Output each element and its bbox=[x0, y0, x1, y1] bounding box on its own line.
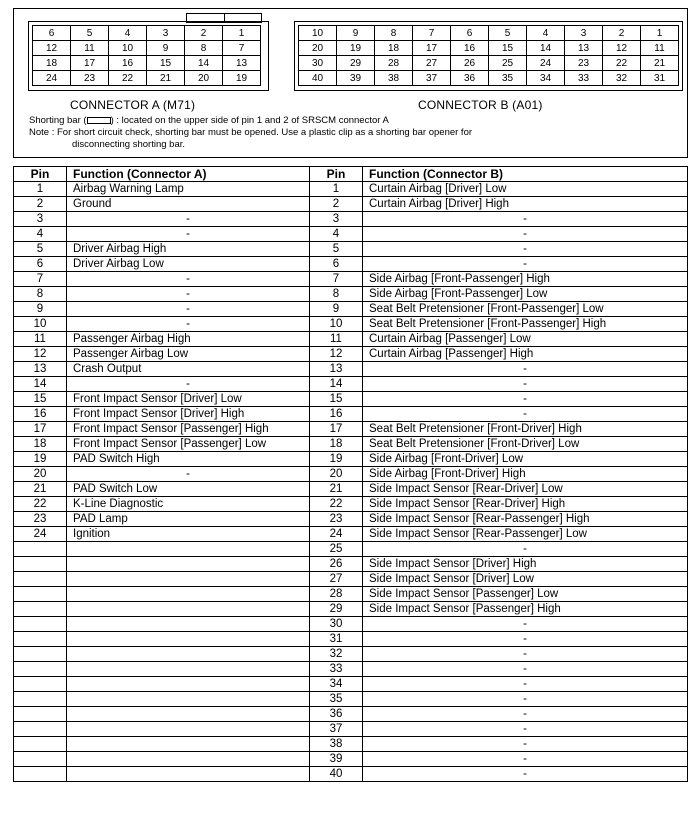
pin-b-cell: 37 bbox=[310, 722, 363, 737]
function-a-cell: Crash Output bbox=[67, 362, 310, 377]
table-row bbox=[14, 767, 688, 782]
connector-a-pin-cell: 18 bbox=[33, 56, 71, 71]
function-a-cell bbox=[67, 662, 310, 677]
function-b-cell: - bbox=[363, 392, 688, 407]
table-row bbox=[14, 272, 688, 287]
pin-b-cell: 36 bbox=[310, 707, 363, 722]
function-a-cell bbox=[67, 647, 310, 662]
connector-a-pin-cell: 6 bbox=[33, 26, 71, 41]
function-b-cell: Side Impact Sensor [Rear-Passenger] High bbox=[363, 512, 688, 527]
connector-b-pin-cell: 29 bbox=[337, 56, 375, 71]
pin-a-cell: 10 bbox=[14, 317, 67, 332]
connector-b-grid bbox=[298, 25, 679, 86]
pin-b-cell: 2 bbox=[310, 197, 363, 212]
connector-a-pin-cell: 12 bbox=[33, 41, 71, 56]
function-a-cell: Passenger Airbag Low bbox=[67, 347, 310, 362]
table-row bbox=[14, 302, 688, 317]
pin-b-cell: 39 bbox=[310, 752, 363, 767]
pin-a-cell: 21 bbox=[14, 482, 67, 497]
pin-a-cell: 19 bbox=[14, 452, 67, 467]
function-b-cell: Side Impact Sensor [Passenger] High bbox=[363, 602, 688, 617]
table-header-row bbox=[14, 167, 688, 182]
pin-function-table bbox=[13, 166, 688, 782]
connector-b-pin-cell: 4 bbox=[527, 26, 565, 41]
note-line-1: Note : For short circuit check, shorting bar must be opened. Use a plastic clip as a shorting bar opener for bbox=[29, 127, 473, 138]
function-b-cell: - bbox=[363, 227, 688, 242]
pin-a-cell: 22 bbox=[14, 497, 67, 512]
connector-b-pin-cell: 11 bbox=[641, 41, 679, 56]
function-a-cell bbox=[67, 722, 310, 737]
pin-b-cell: 7 bbox=[310, 272, 363, 287]
connector-b-pin-cell: 39 bbox=[337, 71, 375, 86]
table-row bbox=[14, 632, 688, 647]
pin-b-cell: 5 bbox=[310, 242, 363, 257]
connector-b-row bbox=[299, 26, 679, 41]
connector-a-pin-cell: 23 bbox=[71, 71, 109, 86]
pin-a-cell bbox=[14, 632, 67, 647]
table-row bbox=[14, 677, 688, 692]
connector-b-pin-cell: 20 bbox=[299, 41, 337, 56]
table-row bbox=[14, 197, 688, 212]
function-b-cell: Seat Belt Pretensioner [Front-Driver] High bbox=[363, 422, 688, 437]
pin-a-cell bbox=[14, 752, 67, 767]
connector-a-pin-cell: 3 bbox=[147, 26, 185, 41]
function-a-cell: - bbox=[67, 272, 310, 287]
connector-a-pin-cell: 10 bbox=[109, 41, 147, 56]
function-a-cell: Front Impact Sensor [Passenger] High bbox=[67, 422, 310, 437]
connector-a-row bbox=[33, 41, 261, 56]
table-row bbox=[14, 737, 688, 752]
table-row bbox=[14, 527, 688, 542]
connector-b-pin-cell: 35 bbox=[489, 71, 527, 86]
function-a-cell bbox=[67, 677, 310, 692]
table-row bbox=[14, 467, 688, 482]
connector-b-pin-cell: 9 bbox=[337, 26, 375, 41]
connector-b-row bbox=[299, 41, 679, 56]
function-a-cell bbox=[67, 587, 310, 602]
connector-b-pin-cell: 32 bbox=[603, 71, 641, 86]
pin-b-cell: 25 bbox=[310, 542, 363, 557]
connector-b-pin-cell: 15 bbox=[489, 41, 527, 56]
pin-a-cell bbox=[14, 587, 67, 602]
pin-b-cell: 17 bbox=[310, 422, 363, 437]
pin-a-cell bbox=[14, 722, 67, 737]
function-a-cell: - bbox=[67, 287, 310, 302]
connector-b-pin-cell: 24 bbox=[527, 56, 565, 71]
pin-a-cell bbox=[14, 602, 67, 617]
connector-b-pin-cell: 30 bbox=[299, 56, 337, 71]
function-a-cell: - bbox=[67, 317, 310, 332]
function-b-cell: Seat Belt Pretensioner [Front-Passenger] Low bbox=[363, 302, 688, 317]
pin-b-cell: 33 bbox=[310, 662, 363, 677]
table-row bbox=[14, 572, 688, 587]
table-row bbox=[14, 422, 688, 437]
pin-b-cell: 23 bbox=[310, 512, 363, 527]
pin-a-cell: 2 bbox=[14, 197, 67, 212]
function-a-cell: PAD Lamp bbox=[67, 512, 310, 527]
pin-b-cell: 32 bbox=[310, 647, 363, 662]
pin-a-cell bbox=[14, 677, 67, 692]
pin-b-cell: 3 bbox=[310, 212, 363, 227]
function-a-cell bbox=[67, 572, 310, 587]
connector-b-pin-cell: 28 bbox=[375, 56, 413, 71]
pin-a-cell: 17 bbox=[14, 422, 67, 437]
connector-a-pin-cell: 8 bbox=[185, 41, 223, 56]
pin-a-cell bbox=[14, 647, 67, 662]
function-a-cell: Driver Airbag High bbox=[67, 242, 310, 257]
pin-a-cell: 4 bbox=[14, 227, 67, 242]
pin-a-cell: 18 bbox=[14, 437, 67, 452]
function-b-cell: - bbox=[363, 767, 688, 782]
function-a-cell bbox=[67, 692, 310, 707]
connector-b-pin-cell: 14 bbox=[527, 41, 565, 56]
function-b-cell: - bbox=[363, 212, 688, 227]
shorting-bar-note: Shorting bar ( ) : located on the upper side of pin 1 and 2 of SRSCM connector A bbox=[29, 115, 389, 126]
connector-b-pin-cell: 2 bbox=[603, 26, 641, 41]
pin-a-cell bbox=[14, 707, 67, 722]
function-a-cell: - bbox=[67, 467, 310, 482]
function-b-cell: - bbox=[363, 242, 688, 257]
connector-a-pin-cell: 5 bbox=[71, 26, 109, 41]
table-row bbox=[14, 617, 688, 632]
connector-b-pin-cell: 33 bbox=[565, 71, 603, 86]
connector-b-pin-cell: 16 bbox=[451, 41, 489, 56]
pin-a-cell: 23 bbox=[14, 512, 67, 527]
connector-a-pin-cell: 13 bbox=[223, 56, 261, 71]
function-a-cell bbox=[67, 557, 310, 572]
pin-b-cell: 15 bbox=[310, 392, 363, 407]
pin-b-cell: 10 bbox=[310, 317, 363, 332]
connector-b-pin-cell: 18 bbox=[375, 41, 413, 56]
pin-b-cell: 28 bbox=[310, 587, 363, 602]
note-line-2: disconnecting shorting bar. bbox=[72, 139, 186, 150]
function-a-cell: Front Impact Sensor [Passenger] Low bbox=[67, 437, 310, 452]
function-a-cell: - bbox=[67, 227, 310, 242]
pin-b-cell: 27 bbox=[310, 572, 363, 587]
function-a-cell: - bbox=[67, 377, 310, 392]
table-row bbox=[14, 287, 688, 302]
function-b-cell: - bbox=[363, 257, 688, 272]
function-a-cell: K-Line Diagnostic bbox=[67, 497, 310, 512]
shorting-bar bbox=[186, 13, 262, 23]
connector-b-row bbox=[299, 71, 679, 86]
table-row bbox=[14, 407, 688, 422]
pin-b-cell: 34 bbox=[310, 677, 363, 692]
function-b-cell: - bbox=[363, 632, 688, 647]
pin-b-cell: 38 bbox=[310, 737, 363, 752]
pin-a-cell bbox=[14, 572, 67, 587]
table-row bbox=[14, 557, 688, 572]
connector-a-pin-cell: 19 bbox=[223, 71, 261, 86]
pin-b-cell: 29 bbox=[310, 602, 363, 617]
function-a-cell: Driver Airbag Low bbox=[67, 257, 310, 272]
pin-b-cell: 6 bbox=[310, 257, 363, 272]
function-a-cell: Front Impact Sensor [Driver] High bbox=[67, 407, 310, 422]
table-row bbox=[14, 452, 688, 467]
connector-b-pin-cell: 19 bbox=[337, 41, 375, 56]
table-row bbox=[14, 257, 688, 272]
connector-a-pin-cell: 11 bbox=[71, 41, 109, 56]
function-b-cell: - bbox=[363, 662, 688, 677]
pin-a-cell: 20 bbox=[14, 467, 67, 482]
function-b-cell: - bbox=[363, 737, 688, 752]
table-row bbox=[14, 647, 688, 662]
pin-b-cell: 22 bbox=[310, 497, 363, 512]
pin-b-cell: 26 bbox=[310, 557, 363, 572]
function-b-cell: Side Airbag [Front-Driver] High bbox=[363, 467, 688, 482]
table-row bbox=[14, 707, 688, 722]
connector-a-row bbox=[33, 71, 261, 86]
connector-a-pin-cell: 4 bbox=[109, 26, 147, 41]
pin-a-cell: 16 bbox=[14, 407, 67, 422]
pin-b-cell: 12 bbox=[310, 347, 363, 362]
pin-b-cell: 30 bbox=[310, 617, 363, 632]
pin-b-cell: 20 bbox=[310, 467, 363, 482]
pin-a-cell bbox=[14, 737, 67, 752]
function-a-cell: Ground bbox=[67, 197, 310, 212]
function-a-cell: - bbox=[67, 302, 310, 317]
connector-b-pin-cell: 31 bbox=[641, 71, 679, 86]
pin-b-cell: 8 bbox=[310, 287, 363, 302]
pin-a-cell bbox=[14, 692, 67, 707]
connector-a-pin-cell: 20 bbox=[185, 71, 223, 86]
table-row bbox=[14, 497, 688, 512]
table-row bbox=[14, 347, 688, 362]
pin-a-cell: 15 bbox=[14, 392, 67, 407]
connector-b-label: CONNECTOR B (A01) bbox=[418, 98, 543, 112]
connector-b-row bbox=[299, 56, 679, 71]
connector-b-pin-cell: 38 bbox=[375, 71, 413, 86]
function-b-cell: - bbox=[363, 407, 688, 422]
table-row bbox=[14, 437, 688, 452]
pin-b-cell: 14 bbox=[310, 377, 363, 392]
function-b-cell: Curtain Airbag [Driver] High bbox=[363, 197, 688, 212]
table-row bbox=[14, 602, 688, 617]
table-row bbox=[14, 692, 688, 707]
pin-a-cell: 24 bbox=[14, 527, 67, 542]
connector-b-pin-cell: 40 bbox=[299, 71, 337, 86]
pin-a-cell: 8 bbox=[14, 287, 67, 302]
pin-a-cell: 3 bbox=[14, 212, 67, 227]
function-a-cell bbox=[67, 617, 310, 632]
connector-diagram bbox=[13, 8, 688, 158]
pin-a-cell: 5 bbox=[14, 242, 67, 257]
function-a-cell bbox=[67, 542, 310, 557]
function-b-cell: - bbox=[363, 752, 688, 767]
connector-a-pin-cell: 16 bbox=[109, 56, 147, 71]
function-b-cell: - bbox=[363, 617, 688, 632]
function-b-cell: - bbox=[363, 542, 688, 557]
table-row bbox=[14, 242, 688, 257]
pin-b-cell: 40 bbox=[310, 767, 363, 782]
pin-b-cell: 35 bbox=[310, 692, 363, 707]
pin-b-cell: 1 bbox=[310, 182, 363, 197]
header-pin-a: Pin bbox=[14, 167, 67, 182]
function-b-cell: Side Airbag [Front-Passenger] Low bbox=[363, 287, 688, 302]
pin-a-cell: 11 bbox=[14, 332, 67, 347]
connector-b-pin-cell: 12 bbox=[603, 41, 641, 56]
connector-a-pin-cell: 17 bbox=[71, 56, 109, 71]
function-b-cell: Seat Belt Pretensioner [Front-Passenger] High bbox=[363, 317, 688, 332]
function-b-cell: Curtain Airbag [Passenger] Low bbox=[363, 332, 688, 347]
table-row bbox=[14, 512, 688, 527]
function-b-cell: Seat Belt Pretensioner [Front-Driver] Low bbox=[363, 437, 688, 452]
pin-a-cell bbox=[14, 767, 67, 782]
pin-b-cell: 21 bbox=[310, 482, 363, 497]
table-row bbox=[14, 227, 688, 242]
function-b-cell: Curtain Airbag [Passenger] High bbox=[363, 347, 688, 362]
table-row bbox=[14, 752, 688, 767]
pin-b-cell: 16 bbox=[310, 407, 363, 422]
pin-a-cell: 9 bbox=[14, 302, 67, 317]
function-b-cell: Side Impact Sensor [Rear-Driver] Low bbox=[363, 482, 688, 497]
function-b-cell: - bbox=[363, 647, 688, 662]
function-a-cell bbox=[67, 752, 310, 767]
connector-b-pin-cell: 3 bbox=[565, 26, 603, 41]
table-row bbox=[14, 362, 688, 377]
connector-b-pin-cell: 34 bbox=[527, 71, 565, 86]
connector-b-pin-cell: 21 bbox=[641, 56, 679, 71]
function-a-cell: PAD Switch High bbox=[67, 452, 310, 467]
connector-b-pin-cell: 6 bbox=[451, 26, 489, 41]
function-a-cell: Front Impact Sensor [Driver] Low bbox=[67, 392, 310, 407]
table-row bbox=[14, 587, 688, 602]
pin-a-cell: 6 bbox=[14, 257, 67, 272]
table-row bbox=[14, 482, 688, 497]
function-a-cell: PAD Switch Low bbox=[67, 482, 310, 497]
connector-a-pin-cell: 2 bbox=[185, 26, 223, 41]
pin-b-cell: 11 bbox=[310, 332, 363, 347]
function-a-cell bbox=[67, 737, 310, 752]
connector-b-pin-cell: 37 bbox=[413, 71, 451, 86]
pin-a-cell bbox=[14, 542, 67, 557]
connector-a-pin-cell: 9 bbox=[147, 41, 185, 56]
connector-a-row bbox=[33, 56, 261, 71]
connector-b-pin-cell: 5 bbox=[489, 26, 527, 41]
table-row bbox=[14, 392, 688, 407]
function-a-cell bbox=[67, 707, 310, 722]
connector-a-pin-cell: 24 bbox=[33, 71, 71, 86]
table-row bbox=[14, 317, 688, 332]
table-row bbox=[14, 332, 688, 347]
table-row bbox=[14, 212, 688, 227]
connector-a-pin-cell: 14 bbox=[185, 56, 223, 71]
function-b-cell: Side Impact Sensor [Driver] Low bbox=[363, 572, 688, 587]
table-row bbox=[14, 542, 688, 557]
function-b-cell: - bbox=[363, 722, 688, 737]
function-b-cell: - bbox=[363, 707, 688, 722]
pin-b-cell: 18 bbox=[310, 437, 363, 452]
pin-a-cell bbox=[14, 662, 67, 677]
function-b-cell: - bbox=[363, 692, 688, 707]
function-b-cell: Curtain Airbag [Driver] Low bbox=[363, 182, 688, 197]
connector-b-pin-cell: 23 bbox=[565, 56, 603, 71]
connector-b-pin-cell: 8 bbox=[375, 26, 413, 41]
function-b-cell: Side Impact Sensor [Rear-Passenger] Low bbox=[363, 527, 688, 542]
function-a-cell: Passenger Airbag High bbox=[67, 332, 310, 347]
pin-b-cell: 13 bbox=[310, 362, 363, 377]
connector-b-pin-cell: 17 bbox=[413, 41, 451, 56]
function-a-cell: - bbox=[67, 212, 310, 227]
pin-b-cell: 4 bbox=[310, 227, 363, 242]
connector-b-pin-cell: 27 bbox=[413, 56, 451, 71]
function-b-cell: Side Impact Sensor [Passenger] Low bbox=[363, 587, 688, 602]
table-row bbox=[14, 662, 688, 677]
pin-a-cell: 1 bbox=[14, 182, 67, 197]
connector-b-pin-cell: 25 bbox=[489, 56, 527, 71]
pin-b-cell: 24 bbox=[310, 527, 363, 542]
connector-a-pin-cell: 21 bbox=[147, 71, 185, 86]
function-b-cell: Side Airbag [Front-Driver] Low bbox=[363, 452, 688, 467]
connector-a-pin-cell: 1 bbox=[223, 26, 261, 41]
function-a-cell bbox=[67, 767, 310, 782]
connector-b-pin-cell: 36 bbox=[451, 71, 489, 86]
table-row bbox=[14, 377, 688, 392]
pin-a-cell: 13 bbox=[14, 362, 67, 377]
pin-a-cell: 14 bbox=[14, 377, 67, 392]
function-a-cell bbox=[67, 602, 310, 617]
function-b-cell: Side Impact Sensor [Rear-Driver] High bbox=[363, 497, 688, 512]
connector-a-pin-cell: 7 bbox=[223, 41, 261, 56]
connector-a-label: CONNECTOR A (M71) bbox=[70, 98, 196, 112]
connector-a-pin-cell: 15 bbox=[147, 56, 185, 71]
connector-b-pin-cell: 26 bbox=[451, 56, 489, 71]
table-row bbox=[14, 722, 688, 737]
function-b-cell: - bbox=[363, 677, 688, 692]
function-b-cell: Side Airbag [Front-Passenger] High bbox=[363, 272, 688, 287]
function-b-cell: - bbox=[363, 362, 688, 377]
connector-b-pin-cell: 1 bbox=[641, 26, 679, 41]
function-a-cell: Airbag Warning Lamp bbox=[67, 182, 310, 197]
function-a-cell bbox=[67, 632, 310, 647]
connector-a-grid bbox=[32, 25, 261, 86]
table-row bbox=[14, 182, 688, 197]
function-a-cell: Ignition bbox=[67, 527, 310, 542]
function-b-cell: - bbox=[363, 377, 688, 392]
pin-a-cell: 12 bbox=[14, 347, 67, 362]
pin-a-cell bbox=[14, 557, 67, 572]
header-function-a: Function (Connector A) bbox=[67, 167, 310, 182]
connector-b-pin-cell: 10 bbox=[299, 26, 337, 41]
connector-a-pin-cell: 22 bbox=[109, 71, 147, 86]
notes bbox=[29, 115, 472, 151]
connector-b-pin-cell: 13 bbox=[565, 41, 603, 56]
pin-b-cell: 19 bbox=[310, 452, 363, 467]
pin-a-cell: 7 bbox=[14, 272, 67, 287]
shorting-bar-icon bbox=[87, 117, 111, 124]
header-pin-b: Pin bbox=[310, 167, 363, 182]
function-b-cell: Side Impact Sensor [Driver] High bbox=[363, 557, 688, 572]
connector-b-pin-cell: 22 bbox=[603, 56, 641, 71]
pin-a-cell bbox=[14, 617, 67, 632]
header-function-b: Function (Connector B) bbox=[363, 167, 688, 182]
pin-b-cell: 9 bbox=[310, 302, 363, 317]
connector-a-row bbox=[33, 26, 261, 41]
pin-b-cell: 31 bbox=[310, 632, 363, 647]
connector-b-pin-cell: 7 bbox=[413, 26, 451, 41]
